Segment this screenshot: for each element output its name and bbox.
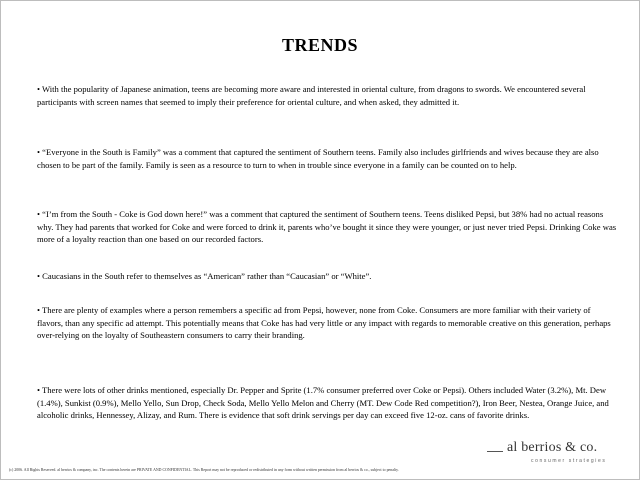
bullet-caucasians-american: • Caucasians in the South refer to themselves as “American” rather than “Caucasian” or “White”. [37,271,372,281]
logo-rule [487,451,503,452]
bullet-japanese-animation: • With the popularity of Japanese animation, teens are becoming more aware and interested in oriental culture, from dragons to swords. We encountered several participants with screen names that seemed to imply their preference for oriental culture, and when asked, they admitted it. [37,84,586,107]
copyright-footer: (c) 2006. All Rights Reserved. al berrios & company, inc. The contents herein are PRIVATE AND CONFIDENTIAL. This Report may not be reproduced or redistributed in any form without written permission from al berrios & co., subject to penalty. [9,468,399,472]
logo-tagline: consumer strategies [531,458,607,464]
bullet-south-family: • “Everyone in the South is Family” was a comment that captured the sentiment of Southern teens. Family also includes girlfriends and wives because they are also chosen to be part of the family. Family is seen as a resource to turn to when in trouble since everyone in a family can be counted on to help. [37,147,599,170]
bullet-other-drinks: • There were lots of other drinks mentioned, especially Dr. Pepper and Sprite (1.7% consumer preferred over Coke or Pepsi). Others included Water (3.2%), Mt. Dew (1.4%), Sunkist (0.9%), Mello Yello, Sun Drop, Check Soda, Mello Yello Melon and Cherry (MT. Dew Code Red competition?), Iron Beer, Nestea, Orange Juice, and alcoholic drinks, Hennessey, Alizay, and Rum. There is evidence that soft drink servings per day can exceed five 12-oz. cans of favorite drinks. [37,385,609,421]
bullet-coke-loyalty: • “I’m from the South - Coke is God down here!” was a comment that captured the sentiment of Southern teens. Teens disliked Pepsi, but 38% had no actual reasons why. They had parents that worked for Coke and were forced to drink it, parents who’ve bought it since they were younger, or just never tried Pepsi. Drinking Coke was more of a loyalty reaction than one based on our recorded factors. [37,209,617,245]
bullet-pepsi-ads: • There are plenty of examples where a person remembers a specific ad from Pepsi, however, none from Coke. Consumers are more familiar with their variety of flavors, than any specific ad attempt. This potentially means that Coke has had very little or any impact with regards to memorable creative on this generation, perhaps over-relying on the loyalty of Southeastern consumers to carry their branding. [37,305,611,341]
logo-name: al berrios & co. [507,440,598,455]
slide-title: TRENDS [281,35,359,55]
company-logo [487,440,617,468]
